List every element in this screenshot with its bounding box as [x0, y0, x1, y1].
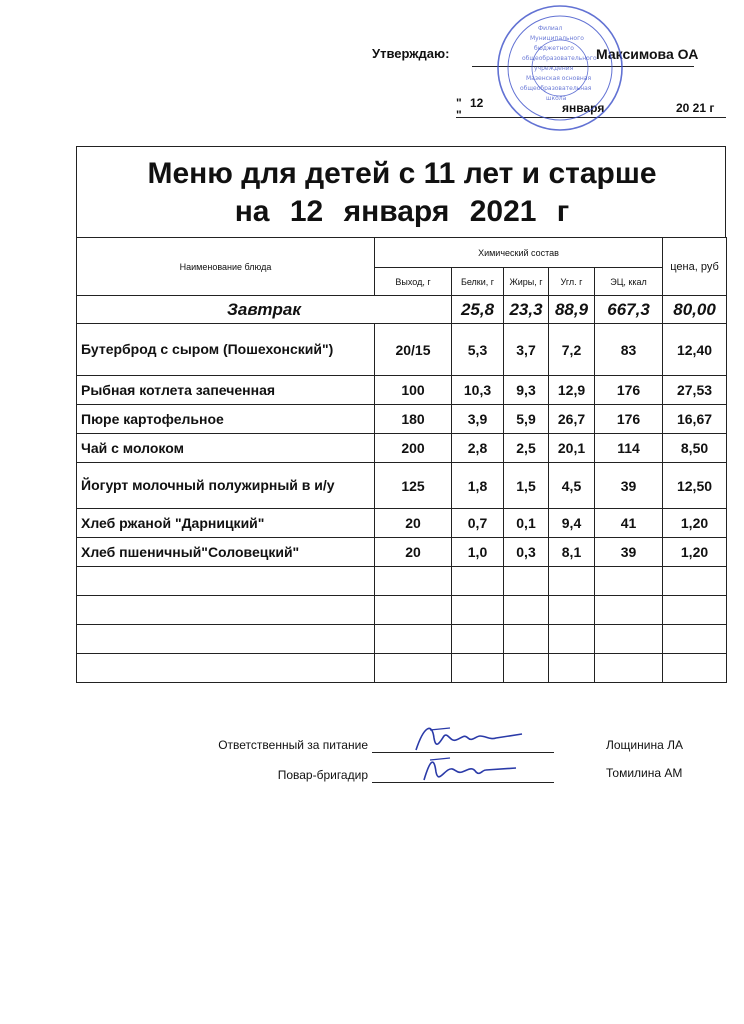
menu-date-line — [77, 195, 727, 229]
svg-text:общеобразовательного: общеобразовательного — [522, 55, 597, 62]
dish-carbs: 7,2 — [549, 324, 595, 376]
dish-price: 12,50 — [663, 463, 727, 509]
dish-energy: 39 — [595, 538, 663, 567]
dish-output: 180 — [375, 405, 452, 434]
empty-row — [77, 625, 727, 654]
title-year: 2021 — [469, 195, 537, 228]
meal-protein: 25,8 — [452, 296, 504, 324]
dish-energy: 176 — [595, 405, 663, 434]
meal-fat: 23,3 — [504, 296, 549, 324]
dish-carbs: 20,1 — [549, 434, 595, 463]
meal-price: 80,00 — [663, 296, 727, 324]
empty-row — [77, 596, 727, 625]
cook-name: Томилина АМ — [606, 766, 683, 780]
dish-name: Бутерброд с сыром (Пошехонский") — [77, 324, 375, 376]
dish-fat: 9,3 — [504, 376, 549, 405]
col-header-price: цена, руб — [663, 238, 727, 296]
svg-text:Муниципального: Муниципального — [530, 35, 584, 42]
meal-carbs: 88,9 — [549, 296, 595, 324]
approval-date-year: 20 21 г — [676, 101, 715, 115]
table-row — [77, 538, 727, 567]
dish-carbs: 4,5 — [549, 463, 595, 509]
cook-label: Повар-бригадир — [277, 768, 368, 782]
menu-table — [76, 237, 727, 683]
title-box — [76, 146, 726, 238]
responsible-label: Ответственный за питание — [218, 738, 368, 752]
title-prefix: на — [234, 195, 270, 228]
meal-row-breakfast — [77, 296, 727, 324]
dish-fat: 5,9 — [504, 405, 549, 434]
dish-output: 20 — [375, 509, 452, 538]
title-month: января — [343, 195, 450, 228]
date-quote-close: " — [456, 108, 462, 122]
empty-row — [77, 567, 727, 596]
svg-text:общеобразовательная: общеобразовательная — [520, 85, 592, 92]
dish-name: Пюре картофельное — [77, 405, 375, 434]
table-row — [77, 405, 727, 434]
title-day: 12 — [289, 195, 324, 228]
table-row — [77, 376, 727, 405]
table-row — [77, 434, 727, 463]
dish-carbs: 8,1 — [549, 538, 595, 567]
dish-fat: 2,5 — [504, 434, 549, 463]
col-header-chem: Химический состав — [375, 238, 663, 268]
table-row — [77, 463, 727, 509]
table-row — [77, 324, 727, 376]
dish-price: 1,20 — [663, 538, 727, 567]
table-row — [77, 509, 727, 538]
svg-text:школа: школа — [546, 95, 567, 102]
approval-date-day: 12 — [470, 96, 484, 110]
dish-price: 12,40 — [663, 324, 727, 376]
dish-output: 125 — [375, 463, 452, 509]
date-quote-open: " — [456, 96, 462, 110]
col-header-output: Выход, г — [375, 268, 452, 296]
dish-price: 27,53 — [663, 376, 727, 405]
dish-fat: 0,3 — [504, 538, 549, 567]
dish-carbs: 12,9 — [549, 376, 595, 405]
dish-output: 200 — [375, 434, 452, 463]
approval-date-month: января — [562, 101, 605, 115]
svg-text:бюджетного: бюджетного — [534, 45, 574, 52]
dish-energy: 39 — [595, 463, 663, 509]
col-header-energy: ЭЦ, ккал — [595, 268, 663, 296]
dish-protein: 3,9 — [452, 405, 504, 434]
dish-price: 1,20 — [663, 509, 727, 538]
empty-row — [77, 654, 727, 683]
table-header-row — [77, 238, 727, 268]
menu-title: Меню для детей с 11 лет и старше — [147, 157, 657, 190]
meal-name: Завтрак — [77, 296, 452, 324]
col-header-protein: Белки, г — [452, 268, 504, 296]
col-header-name: Наименование блюда — [77, 238, 375, 296]
svg-text:учреждения: учреждения — [534, 65, 574, 72]
svg-text:Мазенская основная: Мазенская основная — [526, 75, 592, 82]
dish-output: 100 — [375, 376, 452, 405]
responsible-signature — [410, 720, 530, 756]
dish-output: 20/15 — [375, 324, 452, 376]
dish-name: Йогурт молочный полужирный в и/у — [77, 463, 375, 509]
responsible-name: Лощинина ЛА — [606, 738, 683, 752]
dish-price: 8,50 — [663, 434, 727, 463]
dish-fat: 0,1 — [504, 509, 549, 538]
dish-energy: 176 — [595, 376, 663, 405]
dish-name: Хлеб ржаной "Дарницкий" — [77, 509, 375, 538]
dish-protein: 1,0 — [452, 538, 504, 567]
svg-text:Филиал: Филиал — [538, 25, 563, 32]
dish-energy: 114 — [595, 434, 663, 463]
school-stamp-seal — [490, 0, 630, 140]
dish-carbs: 26,7 — [549, 405, 595, 434]
approver-name: Максимова ОА — [596, 46, 699, 62]
dish-protein: 10,3 — [452, 376, 504, 405]
col-header-fat: Жиры, г — [504, 268, 549, 296]
meal-energy: 667,3 — [595, 296, 663, 324]
dish-protein: 2,8 — [452, 434, 504, 463]
dish-energy: 41 — [595, 509, 663, 538]
cook-signature — [420, 752, 520, 786]
dish-carbs: 9,4 — [549, 509, 595, 538]
dish-name: Чай с молоком — [77, 434, 375, 463]
dish-protein: 5,3 — [452, 324, 504, 376]
dish-fat: 1,5 — [504, 463, 549, 509]
dish-name: Рыбная котлета запеченная — [77, 376, 375, 405]
dish-energy: 83 — [595, 324, 663, 376]
dish-price: 16,67 — [663, 405, 727, 434]
dish-protein: 1,8 — [452, 463, 504, 509]
dish-fat: 3,7 — [504, 324, 549, 376]
title-suffix: г — [556, 195, 570, 228]
dish-name: Хлеб пшеничный"Соловецкий" — [77, 538, 375, 567]
approval-label: Утверждаю: — [372, 46, 450, 61]
dish-output: 20 — [375, 538, 452, 567]
dish-protein: 0,7 — [452, 509, 504, 538]
col-header-carbs: Угл. г — [549, 268, 595, 296]
